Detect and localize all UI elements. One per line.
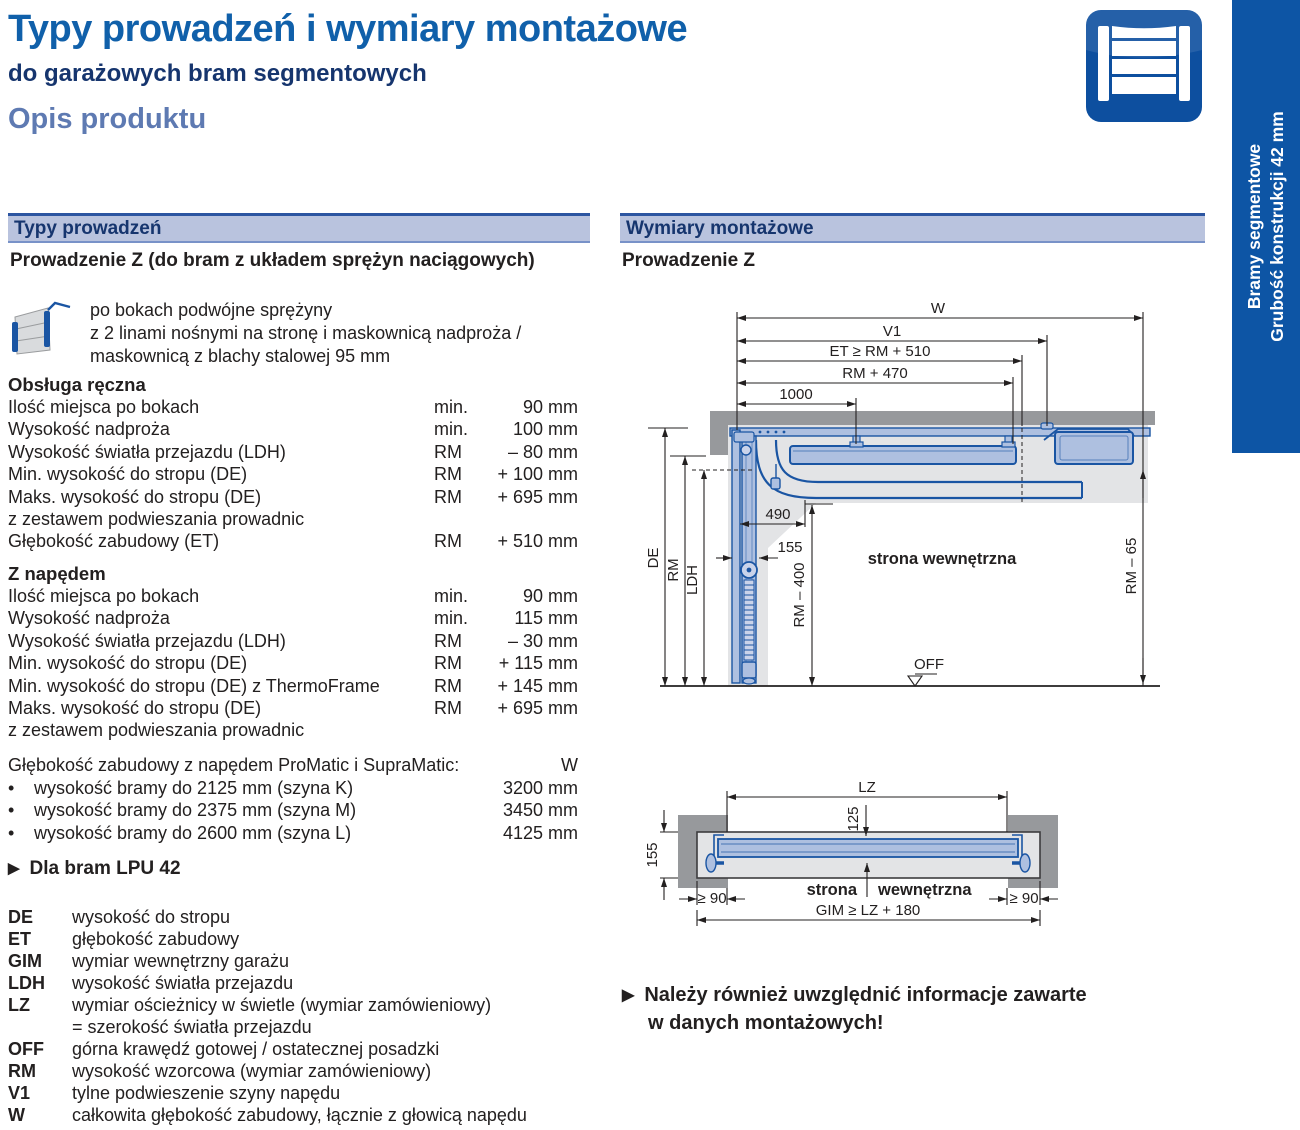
row-label: Min. wysokość do stropu (DE) <box>8 653 248 674</box>
note-text1: Należy również uwzględnić informacje zawarte <box>644 984 1087 1006</box>
item-label: wysokość bramy do 2375 mm (szyna M) <box>34 800 357 821</box>
manual-table <box>8 396 578 553</box>
dim-ge90-right: ≥ 90 <box>1009 890 1039 907</box>
floor-level-symbol <box>908 676 922 686</box>
table-row <box>8 630 578 652</box>
dim-et: ET ≥ RM + 510 <box>829 343 931 360</box>
row-value: – 80 mm <box>507 441 578 462</box>
row-value: – 30 mm <box>507 630 578 651</box>
row-value: + 695 mm <box>497 698 578 719</box>
edge-tab-text <box>1232 0 1300 453</box>
row-ref: RM <box>434 698 462 719</box>
dim-125: 125 <box>845 806 862 832</box>
list-item <box>8 799 578 821</box>
row-ref: min. <box>434 608 469 629</box>
sectional-door-icon <box>1085 7 1203 125</box>
row-ref: RM <box>434 486 462 507</box>
row-ref: min. <box>434 397 469 417</box>
depth-list <box>8 777 578 844</box>
lpu-note-text: Dla bram LPU 42 <box>29 858 181 879</box>
legend-row <box>8 1104 583 1126</box>
legend-row <box>8 1016 583 1038</box>
item-value: 3450 mm <box>502 800 578 821</box>
row-ref: RM <box>434 675 462 696</box>
dim-rm65: RM – 65 <box>1123 537 1140 595</box>
roller-left <box>706 854 716 872</box>
row-label: Min. wysokość do stropu (DE) z ThermoFrame <box>8 675 380 696</box>
dim-de: DE <box>645 547 662 569</box>
legend-row <box>8 994 583 1016</box>
page-subtitle: do garażowych bram segmentowych <box>8 60 427 87</box>
table-row <box>8 675 578 697</box>
dim-rm: RM <box>665 558 682 582</box>
assembly-note <box>622 982 1182 1036</box>
row-value: 90 mm <box>522 397 578 417</box>
legend-row <box>8 1060 583 1082</box>
list-item <box>8 777 578 799</box>
arrow-marker-icon: ▶ <box>622 987 635 1004</box>
legend-text: wymiar ościeżnicy w świetle (wymiar zamówieniowy) <box>72 995 492 1015</box>
row-label: Maks. wysokość do stropu (DE) <box>8 698 262 719</box>
dim-v1: V1 <box>882 323 902 340</box>
door-panel <box>718 839 1018 857</box>
row-ref: RM <box>434 653 462 674</box>
vertical-track <box>732 430 740 683</box>
side-section-diagram <box>620 298 1210 713</box>
legend-abbr: ET <box>8 929 32 949</box>
row-ref: min. <box>434 419 469 440</box>
dim-w: W <box>930 300 946 317</box>
lpu-note <box>8 858 181 880</box>
legend-row <box>8 1038 583 1060</box>
legend-text: wysokość do stropu <box>72 907 231 927</box>
operator-boom <box>790 446 1016 464</box>
lintel <box>710 411 730 455</box>
bottom-bracket <box>742 662 756 678</box>
right-subheader: Prowadzenie Z <box>622 250 756 271</box>
legend-abbr <box>8 1016 72 1038</box>
legend-abbr: OFF <box>8 1039 44 1059</box>
row-label: Wysokość nadproża <box>8 419 170 440</box>
row-ref <box>434 719 486 741</box>
legend-text: wysokość światła przejazdu <box>72 973 294 993</box>
dim-rm470: RM + 470 <box>842 365 908 382</box>
intro-line3: maskownicą z blachy stalowej 95 mm <box>90 346 391 366</box>
bullet: • <box>8 778 15 798</box>
intro-paragraph <box>90 299 590 368</box>
legend-abbr: LDH <box>8 973 45 993</box>
legend-abbr: V1 <box>8 1083 31 1103</box>
row-ref: RM <box>434 630 462 651</box>
legend-text: wysokość wzorcowa (wymiar zamówieniowy) <box>72 1061 432 1081</box>
row-label: Wysokość światła przejazdu (LDH) <box>8 630 286 651</box>
legend-abbr: RM <box>8 1061 36 1081</box>
intro-line1: po bokach podwójne sprężyny <box>90 300 333 320</box>
table-row <box>8 585 578 607</box>
arrow-marker-icon: ▶ <box>8 860 20 877</box>
table-row <box>8 697 578 719</box>
legend-abbr: GIM <box>8 951 42 971</box>
legend-text: górna krawędź gotowej / ostatecznej posadzki <box>72 1039 440 1059</box>
row-value: + 115 mm <box>498 653 578 674</box>
dim-ldh: LDH <box>684 564 701 596</box>
left-subheader: Prowadzenie Z (do bram z układem sprężyn naciągowych) <box>10 250 535 271</box>
edge-tab <box>1232 0 1300 453</box>
table-row <box>8 508 578 530</box>
legend-text2: = szerokość światła przejazdu <box>72 1017 312 1037</box>
table-row <box>8 441 578 463</box>
row-label: Głębokość zabudowy (ET) <box>8 531 220 552</box>
table-row <box>8 719 578 741</box>
z-track-icon <box>8 296 72 360</box>
row-label: Min. wysokość do stropu (DE) <box>8 464 248 485</box>
bullet: • <box>8 822 15 843</box>
table-row <box>8 652 578 674</box>
right-section-header: Wymiary montażowe <box>620 213 1205 243</box>
release-handle <box>771 478 780 489</box>
assembly-note-line1 <box>622 982 1182 1010</box>
row-label: z zestawem podwieszania prowadnic <box>8 720 305 741</box>
legend-text: wymiar wewnętrzny garażu <box>72 951 290 971</box>
depth-intro: Głębokość zabudowy z napędem ProMatic i SupraMatic: <box>8 755 460 775</box>
table-row <box>8 486 578 508</box>
item-value: 4125 mm <box>502 822 578 843</box>
dim-lz: LZ <box>858 779 876 796</box>
table-row <box>8 607 578 629</box>
row-ref <box>434 508 486 530</box>
off-label: OFF <box>914 656 944 673</box>
legend-abbr: DE <box>8 907 34 927</box>
intro-line2: z 2 linami nośnymi na stronę i maskownicą nadproża / <box>90 323 522 343</box>
dim-rm400: RM – 400 <box>791 562 808 628</box>
legend-row <box>8 906 583 928</box>
row-ref: min. <box>434 586 469 606</box>
ceiling <box>710 411 1155 425</box>
dim-490: 490 <box>765 506 791 523</box>
item-label: wysokość bramy do 2125 mm (szyna K) <box>34 778 354 798</box>
legend-text: tylne podwieszenie szyny napędu <box>72 1083 341 1103</box>
dim-ge90-left: ≥ 90 <box>697 890 727 907</box>
row-ref: RM <box>434 441 462 462</box>
row-value: + 510 mm <box>497 531 578 552</box>
row-ref: RM <box>434 531 462 552</box>
legend-text: głębokość zabudowy <box>72 929 240 949</box>
dim-155: 155 <box>777 539 803 556</box>
inside-label-1: strona <box>806 881 857 899</box>
powered-table <box>8 585 578 742</box>
row-label: Ilość miejsca po bokach <box>8 397 200 417</box>
edge-tab-line2: Grubość konstrukcji 42 mm <box>1267 111 1287 342</box>
legend-row <box>8 1082 583 1104</box>
legend <box>8 906 583 1126</box>
edge-tab-line1: Bramy segmentowe <box>1244 143 1264 310</box>
row-value: 90 mm <box>522 586 578 606</box>
section-title: Opis produktu <box>8 103 207 135</box>
top-roller <box>741 445 751 455</box>
roller-right <box>1020 854 1030 872</box>
drive-head <box>1055 432 1133 464</box>
row-label: Wysokość nadproża <box>8 608 170 629</box>
list-item <box>8 822 578 844</box>
row-value: 115 mm <box>514 608 578 629</box>
item-label: wysokość bramy do 2600 mm (szyna L) <box>34 822 352 843</box>
manual-table-title: Obsługa ręczna <box>8 374 146 395</box>
legend-abbr: W <box>8 1105 25 1125</box>
table-row <box>8 530 578 552</box>
legend-row <box>8 972 583 994</box>
assembly-note-line2: w danych montażowych! <box>648 1012 884 1034</box>
row-label: Ilość miejsca po bokach <box>8 586 200 606</box>
row-value: 100 mm <box>512 419 578 440</box>
row-label: Wysokość światła przejazdu (LDH) <box>8 441 286 462</box>
item-value: 3200 mm <box>502 778 578 798</box>
legend-text: całkowita głębokość zabudowy, łącznie z głowicą napędu <box>72 1105 527 1125</box>
table-row <box>8 396 578 418</box>
plan-section-diagram <box>620 755 1210 952</box>
inside-label-2: wewnętrzna <box>878 881 972 899</box>
dim-1000: 1000 <box>779 386 813 403</box>
row-value: + 100 mm <box>497 464 578 485</box>
row-value: + 145 mm <box>497 675 578 696</box>
row-value <box>486 719 578 741</box>
dim-155-plan: 155 <box>644 842 661 868</box>
legend-abbr: LZ <box>8 995 30 1015</box>
cable-drum <box>734 432 754 442</box>
table-row <box>8 418 578 440</box>
row-label: Maks. wysokość do stropu (DE) <box>8 486 262 507</box>
legend-row <box>8 950 583 972</box>
dim-gim: GIM ≥ LZ + 180 <box>815 902 921 919</box>
page-title: Typy prowadzeń i wymiary montażowe <box>8 8 688 50</box>
row-label: z zestawem podwieszania prowadnic <box>8 509 305 530</box>
bullet: • <box>8 800 15 821</box>
legend-row <box>8 928 583 950</box>
inside-label: strona wewnętrzna <box>867 550 1017 568</box>
depth-col: W <box>561 755 578 775</box>
powered-table-title: Z napędem <box>8 563 106 584</box>
row-ref: RM <box>434 464 462 485</box>
row-value <box>486 508 578 530</box>
depth-header-row <box>8 754 578 776</box>
row-value: + 695 mm <box>497 486 578 507</box>
table-row <box>8 463 578 485</box>
left-section-header: Typy prowadzeń <box>8 213 590 243</box>
